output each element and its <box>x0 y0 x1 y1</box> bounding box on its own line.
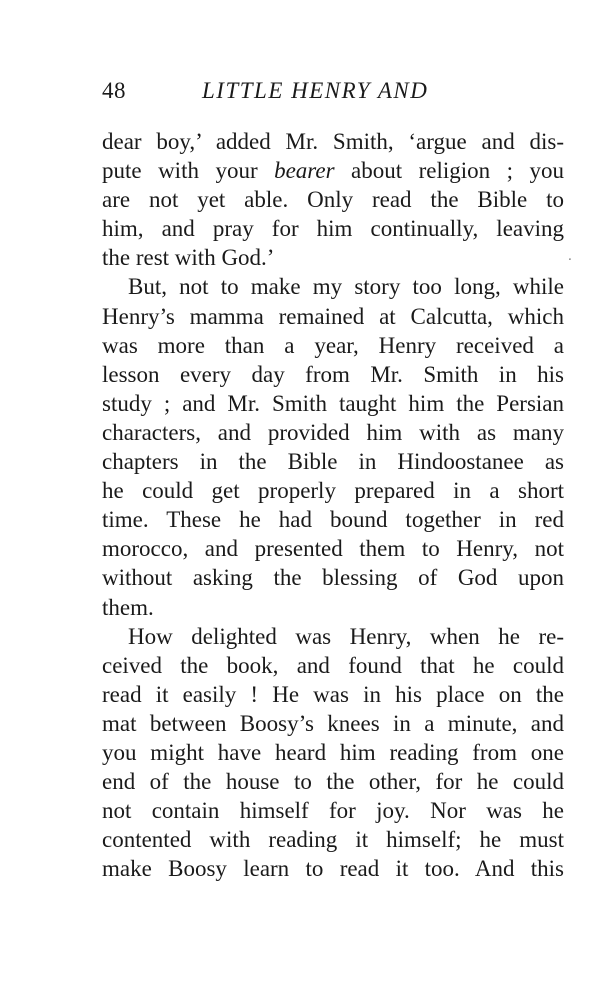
text-line: you might have heard him reading from one <box>102 739 564 765</box>
italic-word: bearer <box>274 158 335 184</box>
text-line: study ; and Mr. Smith taught him the Persian <box>102 390 564 416</box>
text-line: make Boosy learn to read it too. And this <box>102 856 564 882</box>
text-line: But, not to make my story too long, while <box>128 274 564 300</box>
running-title: LITTLE HENRY AND <box>202 78 429 103</box>
text-line: morocco, and presented them to Henry, not <box>102 536 564 562</box>
text-line: the rest with God.’ <box>102 245 275 271</box>
text-line: them. <box>102 594 154 620</box>
text-line: was more than a year, Henry received a <box>102 332 564 358</box>
text-line: read it easily ! He was in his place on the <box>102 681 564 707</box>
text-line: him, and pray for him continually, leaving <box>102 216 564 242</box>
text-line: pute with your bearer about religion ; you <box>102 158 565 184</box>
text-line: without asking the blessing of God upon <box>102 565 564 591</box>
body-text <box>102 127 564 883</box>
text-line: not contain himself for joy. Nor was he <box>102 798 564 824</box>
margin-mark: ˑ <box>568 254 572 269</box>
text-line: contented with reading it himself; he must <box>102 827 564 853</box>
text-line: end of the house to the other, for he could <box>102 769 564 795</box>
text-line: How delighted was Henry, when he re- <box>128 623 564 649</box>
text-line: he could get properly prepared in a short <box>102 478 564 504</box>
page-number: 48 <box>102 78 126 103</box>
text-line: lesson every day from Mr. Smith in his <box>102 361 564 387</box>
text-line: are not yet able. Only read the Bible to <box>102 187 564 213</box>
text-line: dear boy,’ added Mr. Smith, ‘argue and dis- <box>102 129 564 154</box>
text-line: mat between Boosy’s knees in a minute, and <box>102 710 564 736</box>
text-line: chapters in the Bible in Hindoostanee as <box>102 449 564 475</box>
text-line: Henry’s mamma remained at Calcutta, which <box>102 303 564 329</box>
text-line: ceived the book, and found that he could <box>102 652 564 678</box>
text-line: time. These he had bound together in red <box>102 507 564 533</box>
running-head <box>102 78 464 108</box>
text-line: characters, and provided him with as many <box>102 419 564 445</box>
